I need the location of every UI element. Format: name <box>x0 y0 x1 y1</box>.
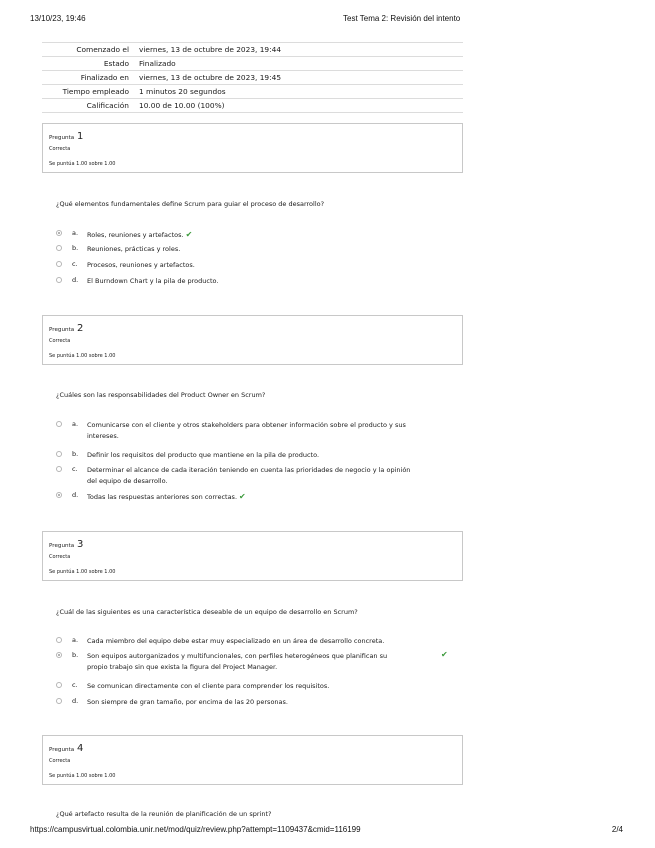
answer-radio[interactable] <box>56 230 62 236</box>
answer-text-line: del equipo de desarrollo. <box>87 477 168 485</box>
answer-radio[interactable] <box>56 245 62 251</box>
answer-text <box>87 681 329 692</box>
question-number <box>49 743 83 754</box>
answer-text <box>87 491 246 503</box>
answer-radio[interactable] <box>56 637 62 643</box>
question-text: ¿Cuál de las siguientes es una característica deseable de un equipo de desarrollo en Scrum? <box>56 608 358 616</box>
summary-value: 10.00 de 10.00 (100%) <box>134 99 463 113</box>
question-grade: Se puntúa 1.00 sobre 1.00 <box>49 161 116 167</box>
question-number <box>49 323 83 334</box>
summary-label: Finalizado en <box>42 71 134 85</box>
page-url: https://campusvirtual.colombia.unir.net/mod/quiz/review.php?attempt=1109437&cmid=116199 <box>30 825 361 834</box>
answer-text-line: Se comunican directamente con el cliente para comprender los requisitos. <box>87 682 330 690</box>
answer-letter: c. <box>72 260 78 268</box>
page-number: 2/4 <box>611 825 623 834</box>
question-number-value: 2 <box>76 323 84 334</box>
answer-text-line: Determinar el alcance de cada iteración teniendo en cuenta las prioridades de negocio y la opinión <box>87 466 411 474</box>
print-footer <box>30 825 625 839</box>
question-info-box <box>42 531 463 581</box>
summary-value: viernes, 13 de octubre de 2023, 19:45 <box>134 71 463 85</box>
answer-letter: a. <box>72 229 79 237</box>
answer-radio[interactable] <box>56 421 62 427</box>
summary-value: viernes, 13 de octubre de 2023, 19:44 <box>134 43 463 57</box>
answer-text <box>87 636 384 647</box>
summary-row <box>42 57 463 71</box>
question-text: ¿Qué artefacto resulta de la reunión de planificación de un sprint? <box>56 810 272 818</box>
question-number-value: 1 <box>76 131 84 142</box>
answer-text-line: Son siempre de gran tamaño, por encima de las 20 personas. <box>87 698 288 706</box>
summary-row <box>42 43 463 57</box>
answer-text <box>87 420 406 442</box>
correct-check-icon: ✔ <box>441 650 448 659</box>
answer-text <box>87 260 195 271</box>
print-date: 13/10/23, 19:46 <box>30 14 86 23</box>
answer-text-line: Roles, reuniones y artefactos. <box>87 231 184 239</box>
summary-label: Comenzado el <box>42 43 134 57</box>
question-prefix: Pregunta <box>49 543 75 549</box>
question-grade: Se puntúa 1.00 sobre 1.00 <box>49 569 116 575</box>
answer-text-line: intereses. <box>87 432 119 440</box>
question-number <box>49 131 83 142</box>
print-header <box>30 14 625 28</box>
answer-text <box>87 697 288 708</box>
answer-letter: b. <box>72 651 79 659</box>
answer-text <box>87 229 192 241</box>
answer-radio[interactable] <box>56 698 62 704</box>
summary-label: Tiempo empleado <box>42 85 134 99</box>
correct-check-icon: ✔ <box>185 230 193 239</box>
answer-text-line: propio trabajo sin que exista la figura del Project Manager. <box>87 663 278 671</box>
question-info-box <box>42 315 463 365</box>
answer-letter: c. <box>72 465 78 473</box>
answer-text-line: El Burndown Chart y la pila de producto. <box>87 277 219 285</box>
answer-text <box>87 651 387 673</box>
question-number <box>49 539 83 550</box>
question-number-value: 3 <box>76 539 84 550</box>
answer-text-line: Son equipos autorganizados y multifuncionales, con perfiles heterogéneos que planifican su <box>87 652 388 660</box>
question-state: Correcta <box>49 554 71 560</box>
answer-text-line: Comunicarse con el cliente y otros stakeholders para obtener información sobre el producto y sus <box>87 421 406 429</box>
question-text: ¿Cuáles son las responsabilidades del Product Owner en Scrum? <box>56 391 266 399</box>
question-state: Correcta <box>49 758 71 764</box>
question-prefix: Pregunta <box>49 135 75 141</box>
answer-text <box>87 276 218 287</box>
answer-text-line: Definir los requisitos del producto que mantiene en la pila de producto. <box>87 451 320 459</box>
question-grade: Se puntúa 1.00 sobre 1.00 <box>49 773 116 779</box>
answer-letter: a. <box>72 636 79 644</box>
answer-letter: d. <box>72 491 79 499</box>
summary-row <box>42 85 463 99</box>
answer-letter: a. <box>72 420 79 428</box>
answer-text <box>87 244 180 255</box>
answer-radio[interactable] <box>56 652 62 658</box>
question-grade: Se puntúa 1.00 sobre 1.00 <box>49 353 116 359</box>
summary-row <box>42 71 463 85</box>
answer-letter: b. <box>72 450 79 458</box>
answer-radio[interactable] <box>56 466 62 472</box>
summary-row <box>42 99 463 113</box>
answer-letter: c. <box>72 681 78 689</box>
answer-letter: b. <box>72 244 79 252</box>
answer-text-line: Reuniones, prácticas y roles. <box>87 245 181 253</box>
answer-text-line: Cada miembro del equipo debe estar muy especializado en un área de desarrollo concreta. <box>87 637 385 645</box>
question-number-value: 4 <box>76 743 84 754</box>
summary-label: Calificación <box>42 99 134 113</box>
question-info-box <box>42 123 463 173</box>
summary-value: Finalizado <box>134 57 463 71</box>
question-prefix: Pregunta <box>49 747 75 753</box>
answer-text-line: Procesos, reuniones y artefactos. <box>87 261 195 269</box>
answer-radio[interactable] <box>56 492 62 498</box>
answer-text <box>87 450 319 461</box>
question-info-box <box>42 735 463 785</box>
question-state: Correcta <box>49 338 71 344</box>
summary-value: 1 minutos 20 segundos <box>134 85 463 99</box>
answer-text-line: Todas las respuestas anteriores son correctas. <box>87 493 238 501</box>
answer-radio[interactable] <box>56 682 62 688</box>
question-state: Correcta <box>49 146 71 152</box>
answer-radio[interactable] <box>56 277 62 283</box>
attempt-summary-table <box>42 42 463 113</box>
summary-label: Estado <box>42 57 134 71</box>
answer-radio[interactable] <box>56 261 62 267</box>
question-text: ¿Qué elementos fundamentales define Scrum para guiar el proceso de desarrollo? <box>56 200 325 208</box>
print-title: Test Tema 2: Revisión del intento <box>343 14 461 23</box>
answer-radio[interactable] <box>56 451 62 457</box>
answer-letter: d. <box>72 697 79 705</box>
answer-text <box>87 465 410 487</box>
question-prefix: Pregunta <box>49 327 75 333</box>
answer-letter: d. <box>72 276 79 284</box>
correct-check-icon: ✔ <box>239 492 246 501</box>
